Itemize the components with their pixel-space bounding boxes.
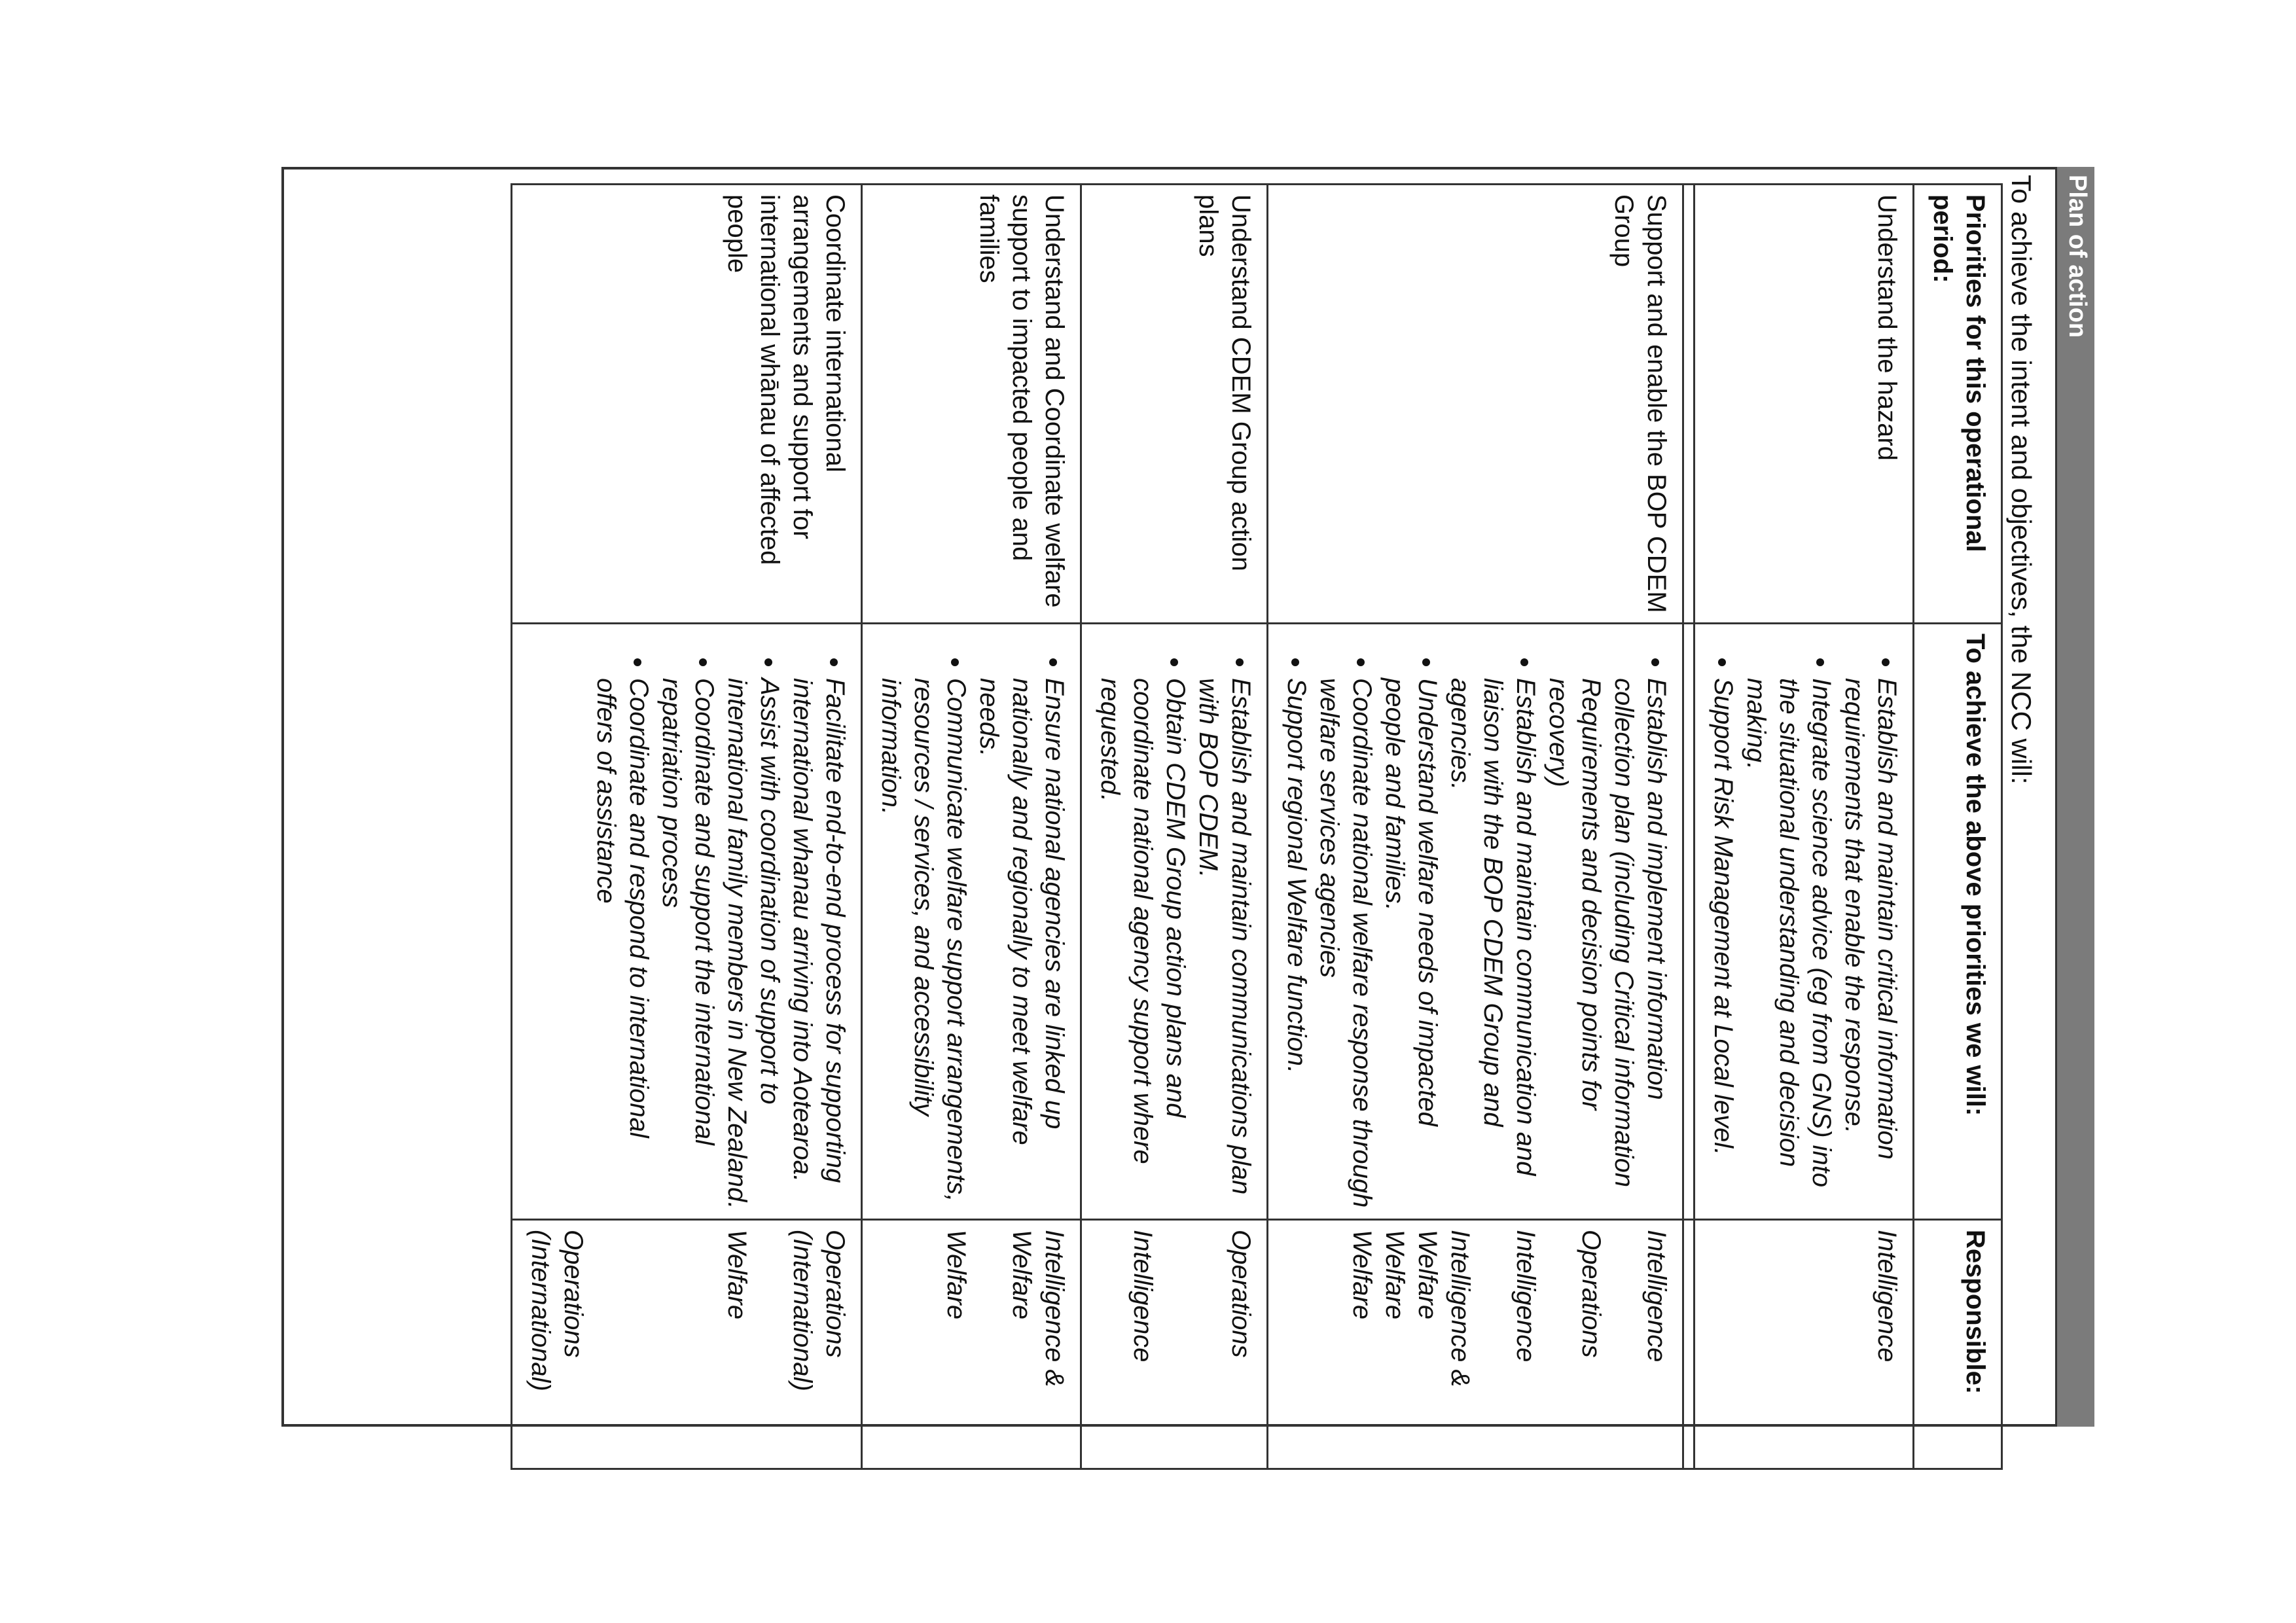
responsible-cell: [512, 1220, 862, 1469]
priority-cell: Understand the hazard: [1695, 185, 1914, 624]
responsible-label: Intelligence: [1642, 1230, 1671, 1363]
action-item: • Communicate welfare support arrangements, resources / services, and accessibility information.: [874, 678, 973, 1209]
table-row: [1081, 185, 1268, 1469]
responsible-label: Intelligence: [1873, 1230, 1901, 1363]
plan-table-wrapper: [511, 183, 2003, 1470]
table-row: [1268, 185, 1683, 1469]
responsible-label: Welfare: [942, 1230, 971, 1320]
section-header: [2055, 167, 2094, 1427]
responsible-label: Welfare: [723, 1230, 751, 1320]
action-item: • Facilitate end-to-end process for supporting international whanau arriving into Aotearoa.: [786, 678, 852, 1209]
action-item: • Establish and maintain communications plan with BOP CDEM.: [1192, 678, 1257, 1209]
table-row: [512, 185, 862, 1469]
action-item: • Coordinate and respond to international offers of assistance: [590, 678, 655, 1209]
responsible-cell: [862, 1220, 1081, 1469]
responsible-label: Welfare: [1413, 1230, 1442, 1320]
responsible-label: Intelligence &: [1040, 1230, 1069, 1387]
column-header-actions: To achieve the above priorities we will:: [1914, 624, 2002, 1220]
action-item: • Establish and implement information collection plan (including Critical information Requirements and decision points for recovery): [1542, 678, 1673, 1209]
responsible-label: Intelligence: [1128, 1230, 1157, 1363]
responsible-label: Welfare: [1007, 1230, 1036, 1320]
responsible-cell: [1268, 1220, 1683, 1469]
table-row: [1695, 185, 1914, 1469]
actions-list: [1094, 633, 1257, 1209]
responsible-label: Operations: [559, 1230, 588, 1358]
action-item: • Coordinate and support the international repatriation process: [655, 678, 721, 1209]
actions-cell: [862, 624, 1081, 1220]
action-item: • Coordinate national welfare response through welfare services agencies: [1313, 678, 1378, 1209]
responsible-label: Intelligence &: [1446, 1230, 1475, 1387]
intro-text: To achieve the intent and objectives, the NCC will:: [2006, 175, 2037, 785]
action-item: • Establish and maintain communication and liaison with the BOP CDEM Group and agencies.: [1444, 678, 1542, 1209]
responsible-label: Operations: [821, 1230, 850, 1358]
actions-list: [1707, 633, 1903, 1209]
column-header-priorities: Priorities for this operational period:: [1914, 185, 2002, 624]
spacer-row: [1683, 185, 1695, 1469]
action-item: • Understand welfare needs of impacted people and families.: [1378, 678, 1444, 1209]
actions-cell: [1081, 624, 1268, 1220]
action-item: • Assist with coordination of support to international family members in New Zealand.: [721, 678, 786, 1209]
priority-cell: Understand CDEM Group action plans: [1081, 185, 1268, 624]
actions-cell: [512, 624, 862, 1220]
action-item: • Integrate science advice (eg from GNS) into the situational understanding and decision making.: [1740, 678, 1838, 1209]
action-item: • Establish and maintain critical information requirements that enable the response.: [1838, 678, 1903, 1209]
responsible-label: (International): [788, 1230, 817, 1391]
responsible-cell: [1695, 1220, 1914, 1469]
responsible-label: (International): [526, 1230, 555, 1391]
column-header-responsible: Responsible:: [1914, 1220, 2002, 1469]
action-item: • Ensure national agencies are linked up nationally and regionally to meet welfare needs.: [973, 678, 1071, 1209]
priority-cell: Coordinate international arrangements and support for international whānau of affected people: [512, 185, 862, 624]
table-row: [862, 185, 1081, 1469]
table-header-row: [1914, 185, 2002, 1469]
actions-list: [1280, 633, 1673, 1209]
responsible-label: Intelligence: [1511, 1230, 1540, 1363]
actions-cell: [1268, 624, 1683, 1220]
responsible-label: Operations: [1227, 1230, 1255, 1358]
scanned-page: [281, 167, 2094, 1427]
responsible-label: Welfare: [1380, 1230, 1409, 1320]
section-title: Plan of action: [2064, 175, 2091, 338]
actions-cell: [1695, 624, 1914, 1220]
action-item: • Support Risk Management at Local level.: [1707, 678, 1740, 1209]
responsible-label: Operations: [1577, 1230, 1605, 1358]
plan-table: [511, 183, 2003, 1470]
action-item: • Support regional Welfare function.: [1280, 678, 1313, 1209]
actions-list: [590, 633, 852, 1209]
responsible-label: Welfare: [1348, 1230, 1376, 1320]
responsible-cell: [1081, 1220, 1268, 1469]
action-item: • Obtain CDEM Group action plans and coordinate national agency support where requested.: [1094, 678, 1192, 1209]
actions-list: [874, 633, 1071, 1209]
priority-cell: Understand and Coordinate welfare support to impacted people and families: [862, 185, 1081, 624]
priority-cell: Support and enable the BOP CDEM Group: [1268, 185, 1683, 624]
